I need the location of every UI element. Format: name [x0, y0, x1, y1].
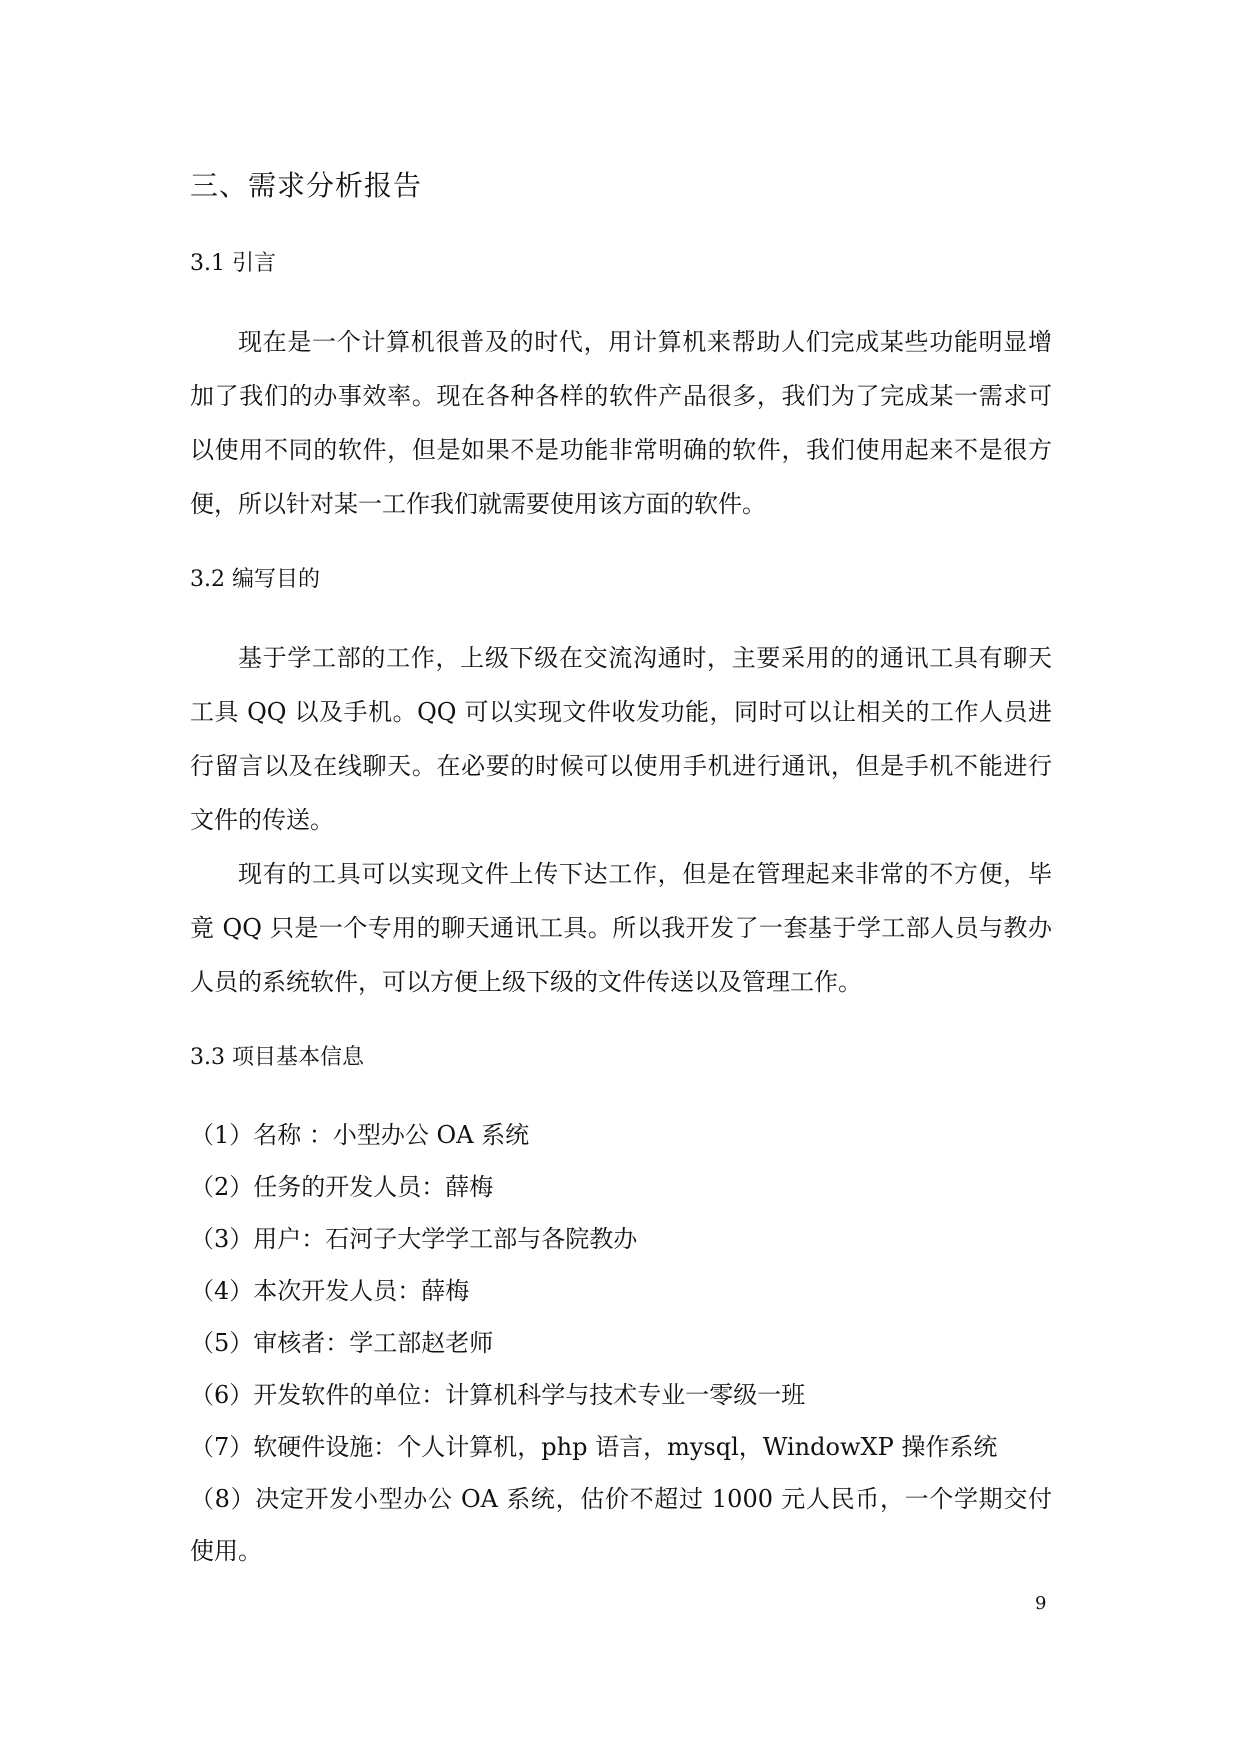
section-heading-introduction: 3.1 引言 — [190, 251, 276, 276]
page-content — [190, 166, 1052, 1577]
list-item: （1）名称 ：小型办公 OA 系统 — [190, 1121, 530, 1149]
spacer — [190, 596, 1052, 631]
spacer — [190, 531, 1052, 564]
page-number: 9 — [1035, 1593, 1047, 1614]
spacer — [190, 1074, 1052, 1109]
section-heading-project-info: 3.3 项目基本信息 — [190, 1045, 364, 1070]
list-item: （8）决定开发小型办公 OA 系统，估价不超过 1000 元人民币，一个学期交付使用。 — [190, 1485, 1052, 1565]
section-heading-purpose: 3.2 编写目的 — [190, 567, 320, 592]
list-item: （3）用户：石河子大学学工部与各院教办 — [190, 1225, 638, 1253]
list-item: （2）任务的开发人员：薛梅 — [190, 1173, 494, 1201]
purpose-paragraph-1: 基于学工部的工作，上级下级在交流沟通时，主要采用的的通讯工具有聊天工具 QQ 以及手机。QQ 可以实现文件收发功能，同时可以让相关的工作人员进行留言以及在线聊天。在必要的时候可以使用手机进行通讯，但是手机不能进行文件的传送。 — [190, 644, 1052, 834]
spacer — [190, 280, 1052, 315]
spacer — [190, 1009, 1052, 1042]
list-item: （6）开发软件的单位：计算机科学与技术专业一零级一班 — [190, 1381, 806, 1409]
list-item: （7）软硬件设施：个人计算机，php 语言，mysql，WindowXP 操作系统 — [190, 1433, 998, 1461]
list-item: （5）审核者：学工部赵老师 — [190, 1329, 494, 1357]
list-item: （4）本次开发人员：薛梅 — [190, 1277, 470, 1305]
purpose-paragraph-2: 现有的工具可以实现文件上传下达工作，但是在管理起来非常的不方便，毕竟 QQ 只是一个专用的聊天通讯工具。所以我开发了一套基于学工部人员与教办人员的系统软件，可以方便上级下级的文件传送以及管理工作。 — [190, 860, 1052, 996]
chapter-title: 三、需求分析报告 — [190, 169, 423, 202]
introduction-paragraph: 现在是一个计算机很普及的时代，用计算机来帮助人们完成某些功能明显增加了我们的办事效率。现在各种各样的软件产品很多，我们为了完成某一需求可以使用不同的软件，但是如果不是功能非常明确的软件，我们使用起来不是很方便，所以针对某一工作我们就需要使用该方面的软件。 — [190, 328, 1052, 518]
project-info-list — [190, 1109, 1052, 1577]
